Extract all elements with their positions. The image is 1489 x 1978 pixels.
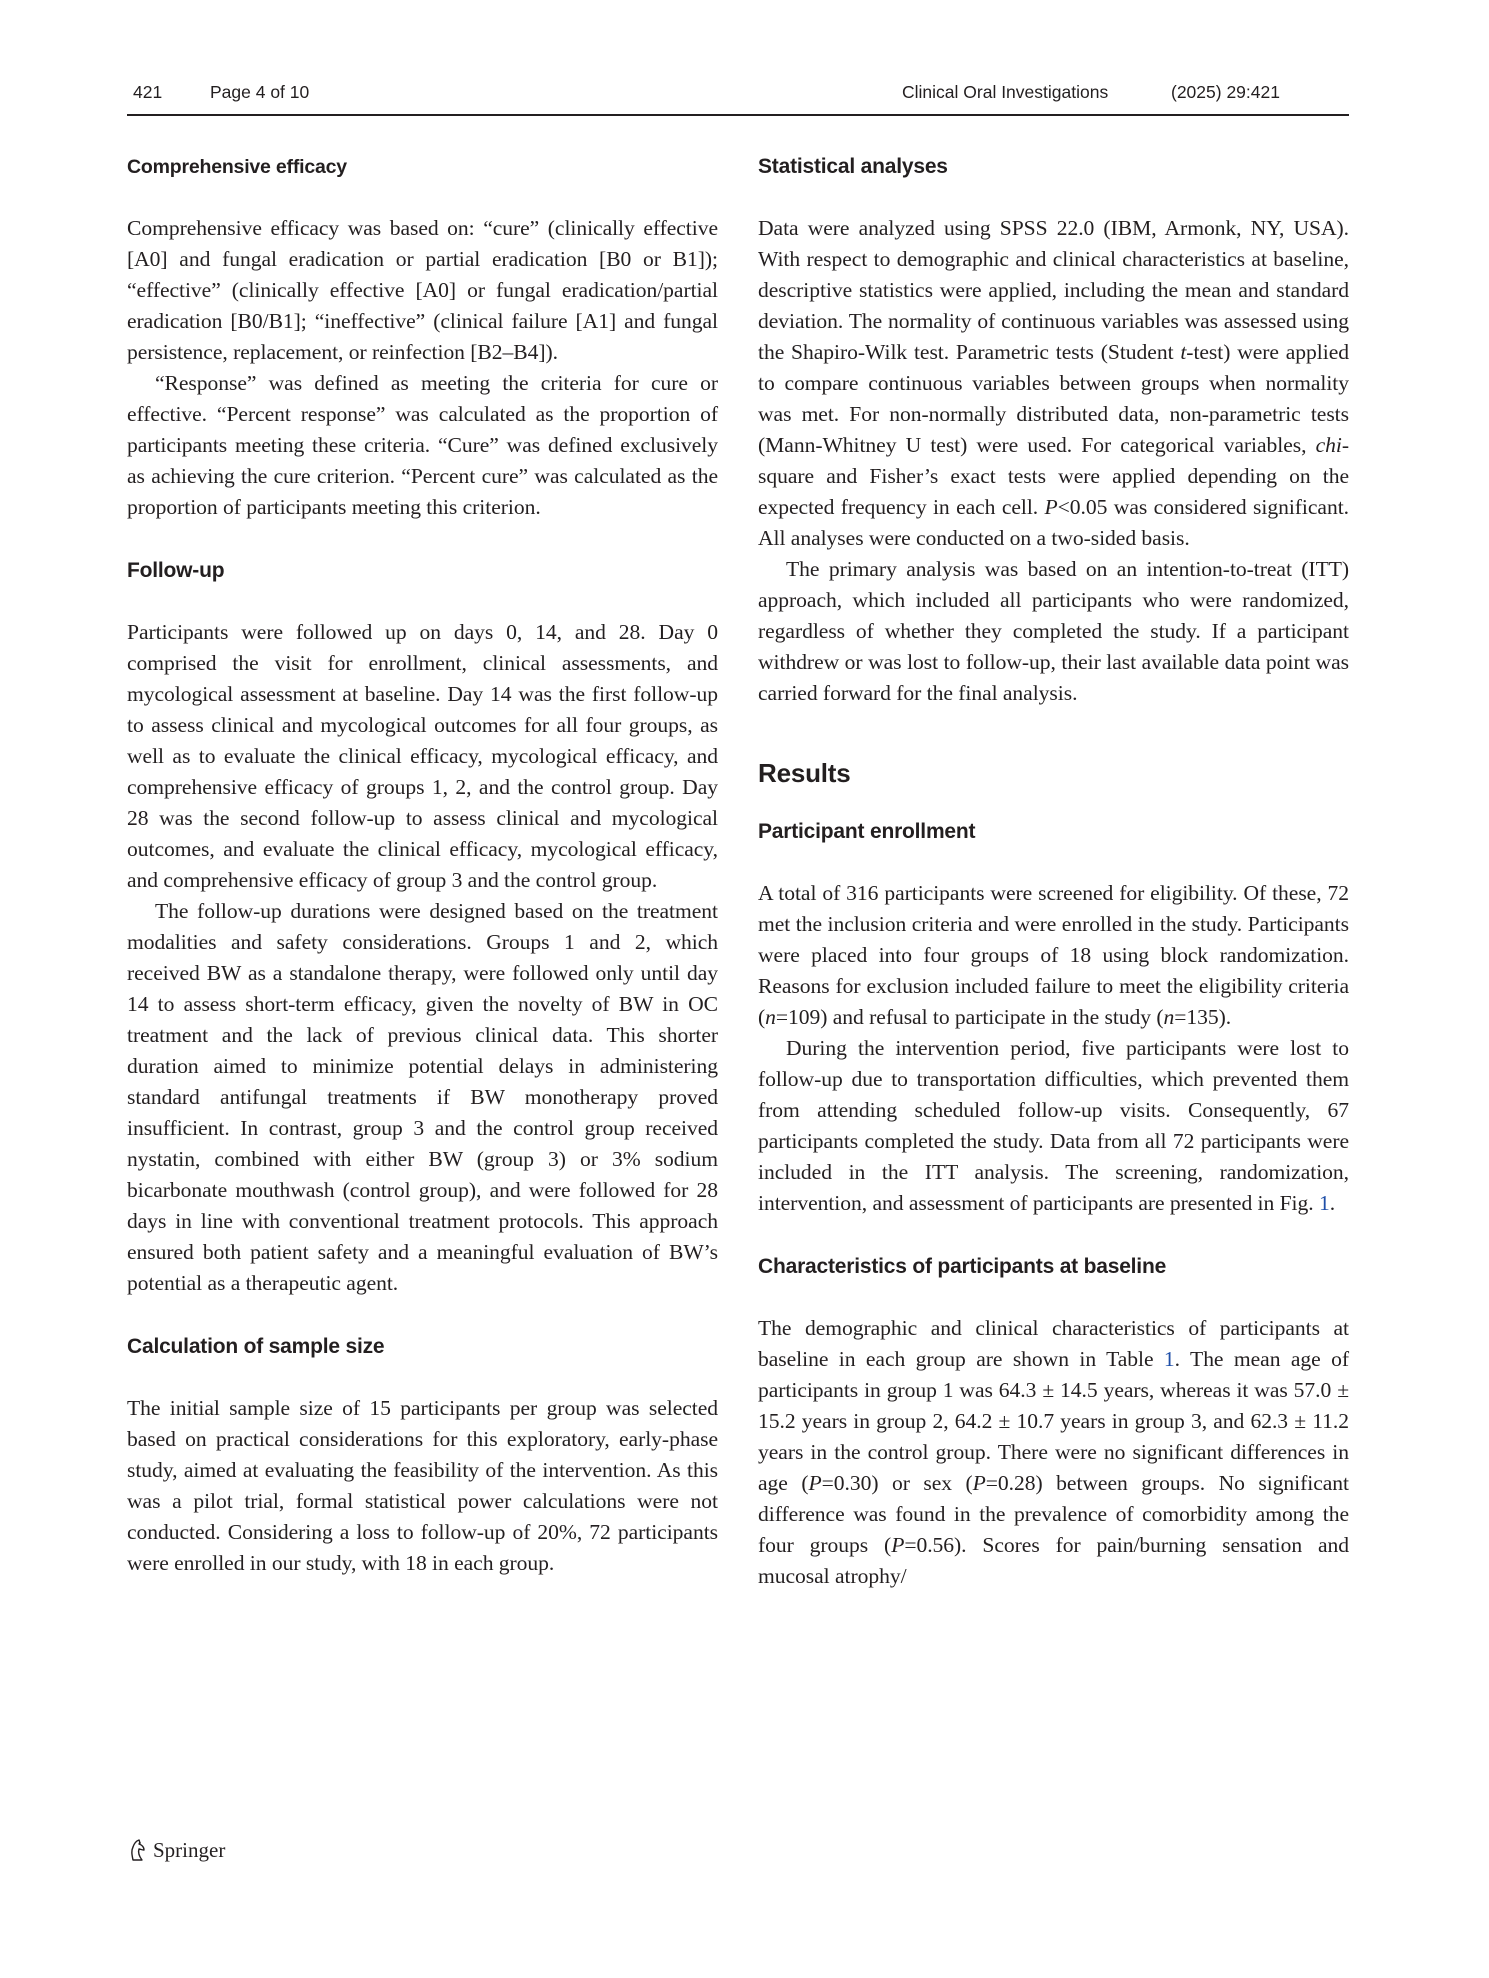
- paragraph: The follow-up durations were designed based on the treatment modalities and safety considerations. Groups 1 and 2, which received BW as a standalone therapy, were followed only until day 14 to assess short-term efficacy, given the novelty of BW in OC treatment and the lack of previous clinical data. This shorter duration aimed to minimize potential delays in administering standard antifungal treatments if BW monotherapy proved insufficient. In contrast, group 3 and the control group received nystatin, combined with either BW (group 3) or 3% sodium bicarbonate mouthwash (control group), and were followed for 28 days in line with conventional treatment protocols. This approach ensured both patient safety and a meaningful evaluation of BW’s potential as a therapeutic agent.: [127, 899, 718, 1295]
- paragraph: Data were analyzed using SPSS 22.0 (IBM, Armonk, NY, USA). With respect to demographic and clinical characteristics at baseline, descriptive statistics were applied, including the mean and standard deviation. The normality of continuous variables was assessed using the Shapiro-Wilk test. Parametric tests (Student t-test) were applied to compare continuous variables between groups when normality was met. For non-normally distributed data, non-parametric tests (Mann-Whitney U test) were used. For categorical variables, chi-square and Fisher’s exact tests were applied depending on the expected frequency in each cell. P<0.05 was considered significant. All analyses were conducted on a two-sided basis.: [758, 216, 1349, 550]
- running-header: [127, 80, 1349, 108]
- paragraph: Comprehensive efficacy was based on: “cure” (clinically effective [A0] and fungal eradication or partial eradication [B0 or B1]); “effective” (clinically effective [A0] or fungal eradication/partial eradication [B0/B1]; “ineffective” (clinical failure [A1] and fungal persistence, replacement, or reinfection [B2–B4]).: [127, 216, 718, 364]
- figure-1-link[interactable]: 1: [1318, 1191, 1330, 1215]
- paragraph: “Response” was defined as meeting the criteria for cure or effective. “Percent response” was calculated as the proportion of participants meeting these criteria. “Cure” was defined exclusively as achieving the cure criterion. “Percent cure” was calculated as the proportion of participants meeting this criterion.: [127, 371, 718, 519]
- heading-follow-up: Follow-up: [127, 559, 225, 582]
- table-1-link[interactable]: 1: [1163, 1347, 1175, 1371]
- page-number: 421: [133, 82, 163, 102]
- left-column: [127, 150, 718, 1579]
- paragraph: Participants were followed up on days 0, 14, and 28. Day 0 comprised the visit for enrollment, clinical assessments, and mycological assessment at baseline. Day 14 was the first follow-up to assess clinical and mycological outcomes for all four groups, as well as to evaluate the clinical efficacy, mycological efficacy, and comprehensive efficacy of groups 1, 2, and the control group. Day 28 was the second follow-up to assess clinical and mycological outcomes, and evaluate the clinical efficacy, mycological efficacy, and comprehensive efficacy of group 3 and the control group.: [127, 620, 718, 892]
- header-rule: [127, 114, 1349, 116]
- paragraph: The initial sample size of 15 participants per group was selected based on practical considerations for this exploratory, early-phase study, aimed at evaluating the feasibility of the intervention. As this was a pilot trial, formal statistical power calculations were not conducted. Considering a loss to follow-up of 20%, 72 participants were enrolled in our study, with 18 in each group.: [127, 1396, 718, 1575]
- heading-participant-enrollment: Participant enrollment: [758, 820, 976, 843]
- right-column: [758, 150, 1349, 1592]
- citation: (2025) 29:421: [1171, 82, 1280, 102]
- page-of: Page 4 of 10: [210, 82, 310, 102]
- paragraph: The primary analysis was based on an intention-to-treat (ITT) approach, which included all participants who were randomized, regardless of whether they completed the study. If a participant withdrew or was lost to follow-up, their last available data point was carried forward for the final analysis.: [758, 557, 1349, 705]
- heading-comprehensive-efficacy: Comprehensive efficacy: [127, 156, 347, 178]
- heading-sample-size: Calculation of sample size: [127, 1335, 385, 1358]
- paragraph: A total of 316 participants were screened for eligibility. Of these, 72 met the inclusion criteria and were enrolled in the study. Participants were placed into four groups of 18 using block randomization. Reasons for exclusion included failure to meet the eligibility criteria (n=109) and refusal to participate in the study (n=135).: [758, 881, 1349, 1029]
- springer-horse-icon: [127, 1838, 147, 1862]
- paragraph: During the intervention period, five participants were lost to follow-up due to transportation difficulties, which prevented them from attending scheduled follow-up visits. Consequently, 67 participants completed the study. Data from all 72 participants were included in the ITT analysis. The screening, randomization, intervention, and assessment of participants are presented in Fig. 1.: [758, 1036, 1349, 1215]
- journal-name: Clinical Oral Investigations: [902, 82, 1109, 102]
- heading-statistical-analyses: Statistical analyses: [758, 155, 948, 178]
- paragraph: The demographic and clinical characteristics of participants at baseline in each group are shown in Table 1. The mean age of participants in group 1 was 64.3 ± 14.5 years, whereas it was 57.0 ± 15.2 years in group 2, 64.2 ± 10.7 years in group 3, and 62.3 ± 11.2 years in the control group. There were no significant differences in age (P=0.30) or sex (P=0.28) between groups. No significant difference was found in the prevalence of comorbidity among the four groups (P=0.56). Scores for pain/burning sensation and mucosal atrophy/: [758, 1316, 1349, 1588]
- heading-baseline-characteristics: Characteristics of participants at baseline: [758, 1255, 1167, 1278]
- heading-results: Results: [758, 758, 851, 788]
- footer-publisher: [127, 1834, 225, 1866]
- publisher-name: Springer: [153, 1837, 226, 1862]
